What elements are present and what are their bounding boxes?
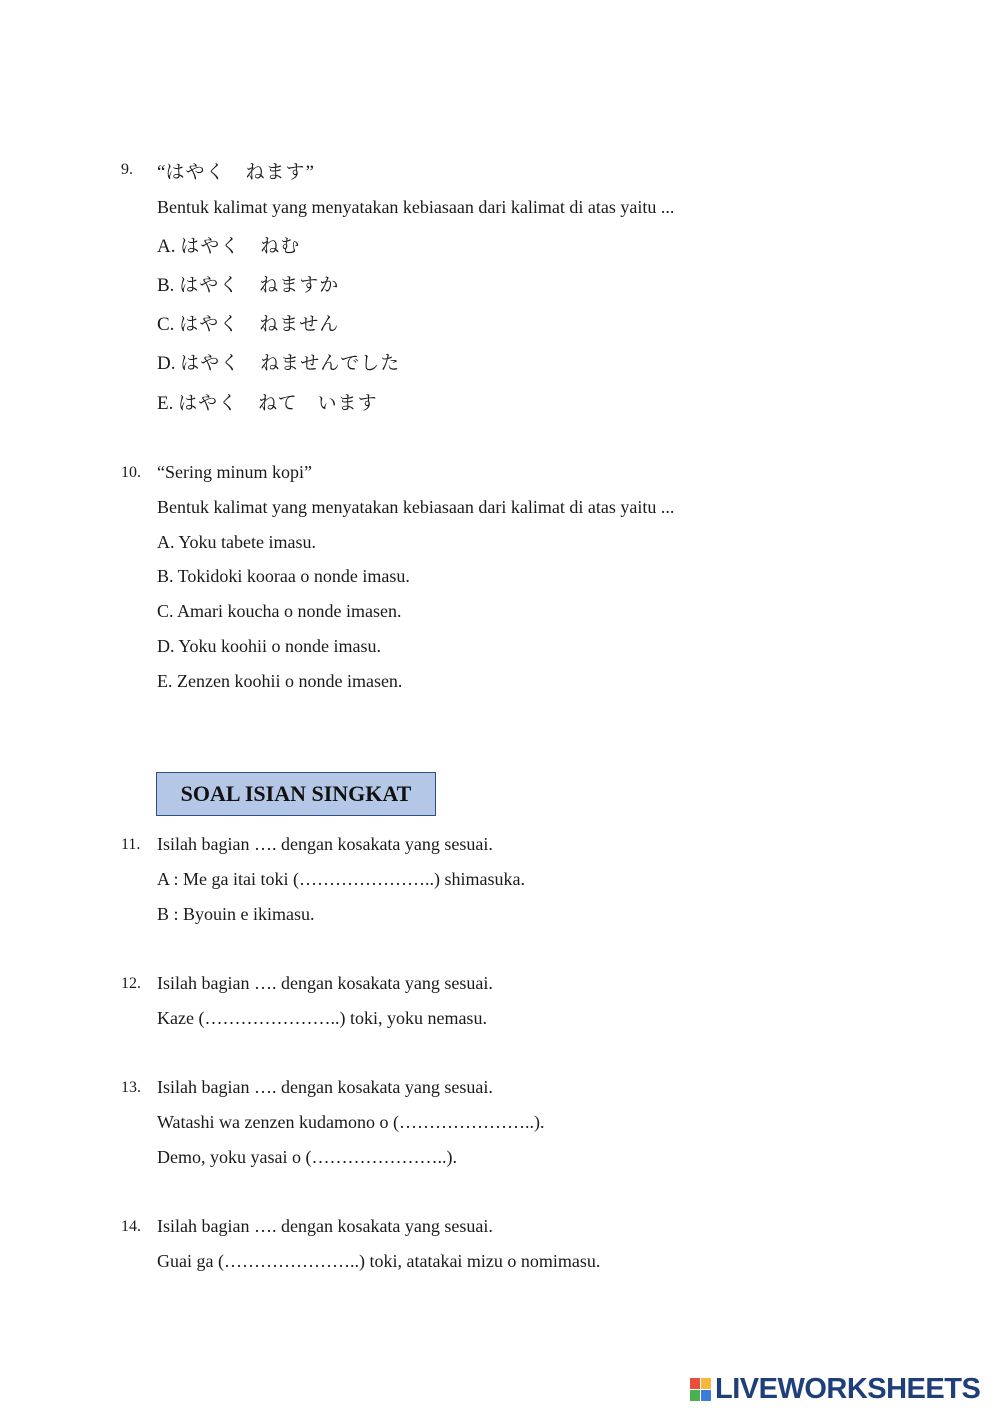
logo-square-green xyxy=(690,1390,700,1401)
fill-in-line[interactable]: A : Me ga itai toki (…………………..) shimasuka. xyxy=(157,869,525,889)
question-number: 9. xyxy=(121,161,133,178)
logo-square-blue xyxy=(701,1390,711,1401)
option-b[interactable] xyxy=(157,270,339,297)
brand-name: LIVEWORKSHEETS xyxy=(715,1372,981,1405)
option-c[interactable] xyxy=(157,309,339,336)
question-number: 14. xyxy=(121,1218,141,1235)
option-e[interactable]: E. Zenzen koohii o nonde imasen. xyxy=(157,671,403,691)
prompt-japanese: はやく ねます xyxy=(165,161,306,183)
option-c[interactable]: C. Amari koucha o nonde imasen. xyxy=(157,601,402,621)
open-quote: “ xyxy=(157,162,166,183)
option-text: はやく ねませんでした xyxy=(180,352,401,374)
option-d[interactable] xyxy=(157,348,400,375)
fill-in-line[interactable]: Watashi wa zenzen kudamono o (…………………..). xyxy=(157,1112,545,1132)
option-d[interactable]: D. Yoku koohii o nonde imasu. xyxy=(157,636,382,656)
option-text: はやく ねて います xyxy=(178,392,378,414)
logo-square-yellow xyxy=(701,1378,711,1389)
question-number: 12. xyxy=(121,975,141,992)
option-letter: D. xyxy=(157,353,176,374)
option-text: はやく ねますか xyxy=(179,274,340,296)
option-text: はやく ねません xyxy=(179,313,340,335)
section-header: SOAL ISIAN SINGKAT xyxy=(156,772,436,816)
dialog-line: B : Byouin e ikimasu. xyxy=(157,904,315,924)
question-instruction: Isilah bagian …. dengan kosakata yang sesuai. xyxy=(157,834,493,854)
question-number: 10. xyxy=(121,464,141,481)
question-instruction: Bentuk kalimat yang menyatakan kebiasaan dari kalimat di atas yaitu ... xyxy=(157,197,675,217)
option-letter: E. xyxy=(157,393,174,414)
question-instruction: Isilah bagian …. dengan kosakata yang sesuai. xyxy=(157,1077,493,1097)
question-instruction: Isilah bagian …. dengan kosakata yang sesuai. xyxy=(157,1216,493,1236)
question-instruction: Bentuk kalimat yang menyatakan kebiasaan dari kalimat di atas yaitu ... xyxy=(157,497,675,517)
option-a[interactable]: A. Yoku tabete imasu. xyxy=(157,532,316,552)
option-letter: A. xyxy=(157,236,176,257)
option-text: はやく ねむ xyxy=(180,235,301,257)
question-number: 13. xyxy=(121,1079,141,1096)
option-e[interactable] xyxy=(157,388,378,415)
option-a[interactable] xyxy=(157,231,300,258)
close-quote: ” xyxy=(305,162,314,183)
liveworksheets-logo-icon xyxy=(690,1378,711,1401)
question-number: 11. xyxy=(121,836,141,853)
question-prompt: “Sering minum kopi” xyxy=(157,462,312,482)
option-b[interactable]: B. Tokidoki kooraa o nonde imasu. xyxy=(157,566,410,586)
question-prompt xyxy=(157,157,314,184)
fill-in-line[interactable]: Demo, yoku yasai o (…………………..). xyxy=(157,1147,457,1167)
logo-square-red xyxy=(690,1378,700,1389)
liveworksheets-logo[interactable] xyxy=(690,1373,980,1405)
question-instruction: Isilah bagian …. dengan kosakata yang sesuai. xyxy=(157,973,493,993)
option-letter: C. xyxy=(157,314,175,335)
option-letter: B. xyxy=(157,275,175,296)
fill-in-line[interactable]: Guai ga (…………………..) toki, atatakai mizu o nomimasu. xyxy=(157,1251,601,1271)
fill-in-line[interactable]: Kaze (…………………..) toki, yoku nemasu. xyxy=(157,1008,487,1028)
